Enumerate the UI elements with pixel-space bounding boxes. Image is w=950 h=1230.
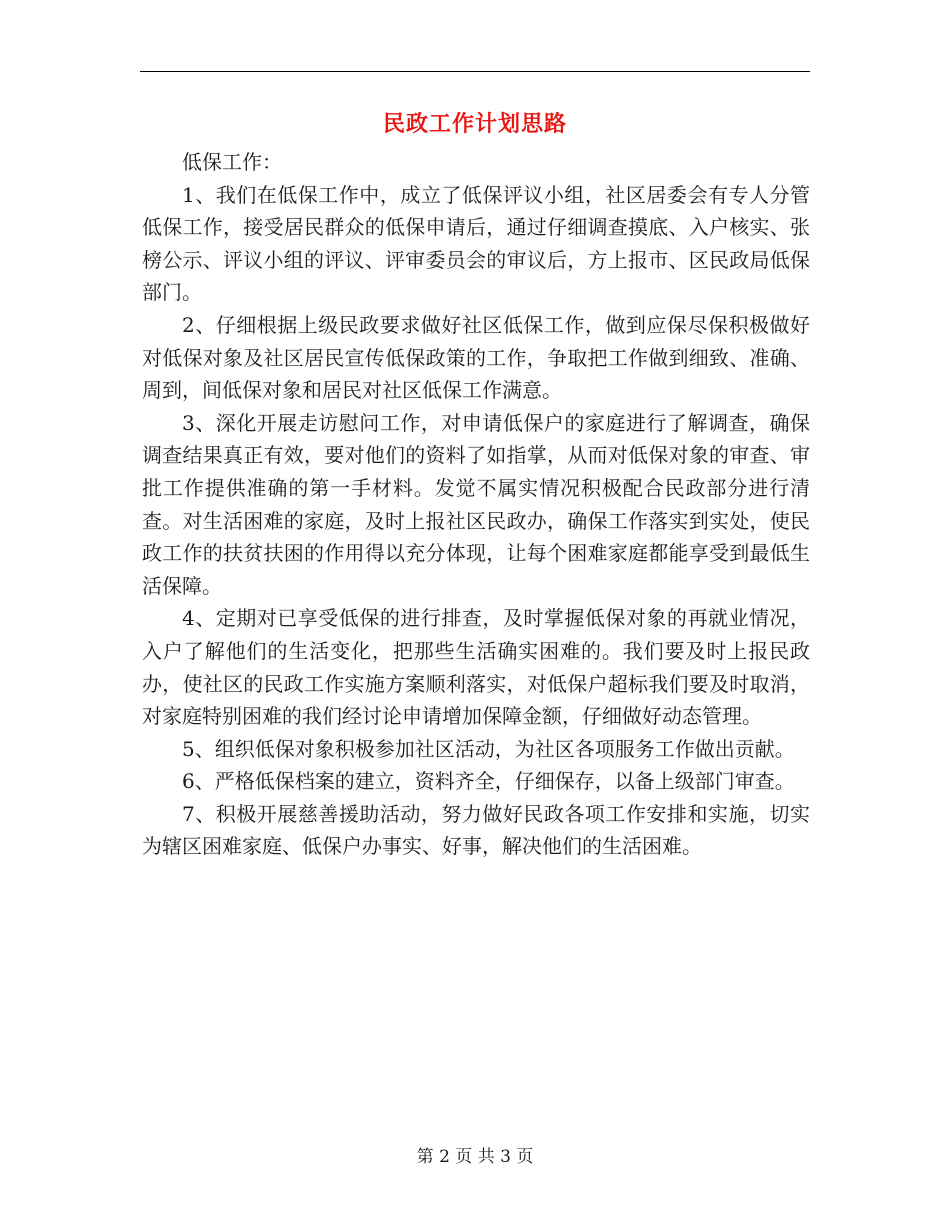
- paragraph-2: 2、仔细根据上级民政要求做好社区低保工作，做到应保尽保积极做好对低保对象及社区居民宣传低保政策的工作，争取把工作做到细致、准确、周到，间低保对象和居民对社区低保工作满意。: [142, 312, 810, 403]
- paragraph-heading: 低保工作：: [182, 150, 282, 174]
- paragraph-1: 1、我们在低保工作中，成立了低保评议小组，社区居委会有专人分管低保工作，接受居民群众的低保申请后，通过仔细调查摸底、入户核实、张榜公示、评议小组的评议、评审委员会的审议后，方上报市、区民政局低保部门。: [142, 182, 810, 305]
- paragraph-4: 4、定期对已享受低保的进行排查，及时掌握低保对象的再就业情况，入户了解他们的生活变化，把那些生活确实困难的。我们要及时上报民政办，使社区的民政工作实施方案顺利落实，对低保户超标我们要及时取消，对家庭特别困难的我们经讨论申请增加保障金额，仔细做好动态管理。: [142, 606, 810, 729]
- paragraph-6: 6、严格低保档案的建立，资料齐全，仔细保存，以备上级部门审查。: [182, 769, 795, 794]
- document-title: 民政工作计划思路: [382, 112, 567, 137]
- paragraph-7: 7、积极开展慈善援助活动，努力做好民政各项工作安排和实施，切实为辖区困难家庭、低保户办事实、好事，解决他们的生活困难。: [142, 801, 810, 859]
- page-number-footer: 第 2 页 共 3 页: [416, 1147, 534, 1167]
- document-body: [142, 146, 810, 863]
- header-rule: [140, 71, 810, 72]
- paragraph-3: 3、深化开展走访慰问工作，对申请低保户的家庭进行了解调查，确保调查结果真正有效，要对他们的资料了如指掌，从而对低保对象的审查、审批工作提供准确的第一手材料。发觉不属实情况积极配合民政部分进行清查。对生活困难的家庭，及时上报社区民政办，确保工作落实到实处，使民政工作的扶贫扶困的作用得以充分体现，让每个困难家庭都能享受到最低生活保障。: [142, 410, 810, 598]
- paragraph-5: 5、组织低保对象积极参加社区活动，为社区各项服务工作做出贡献。: [182, 736, 795, 761]
